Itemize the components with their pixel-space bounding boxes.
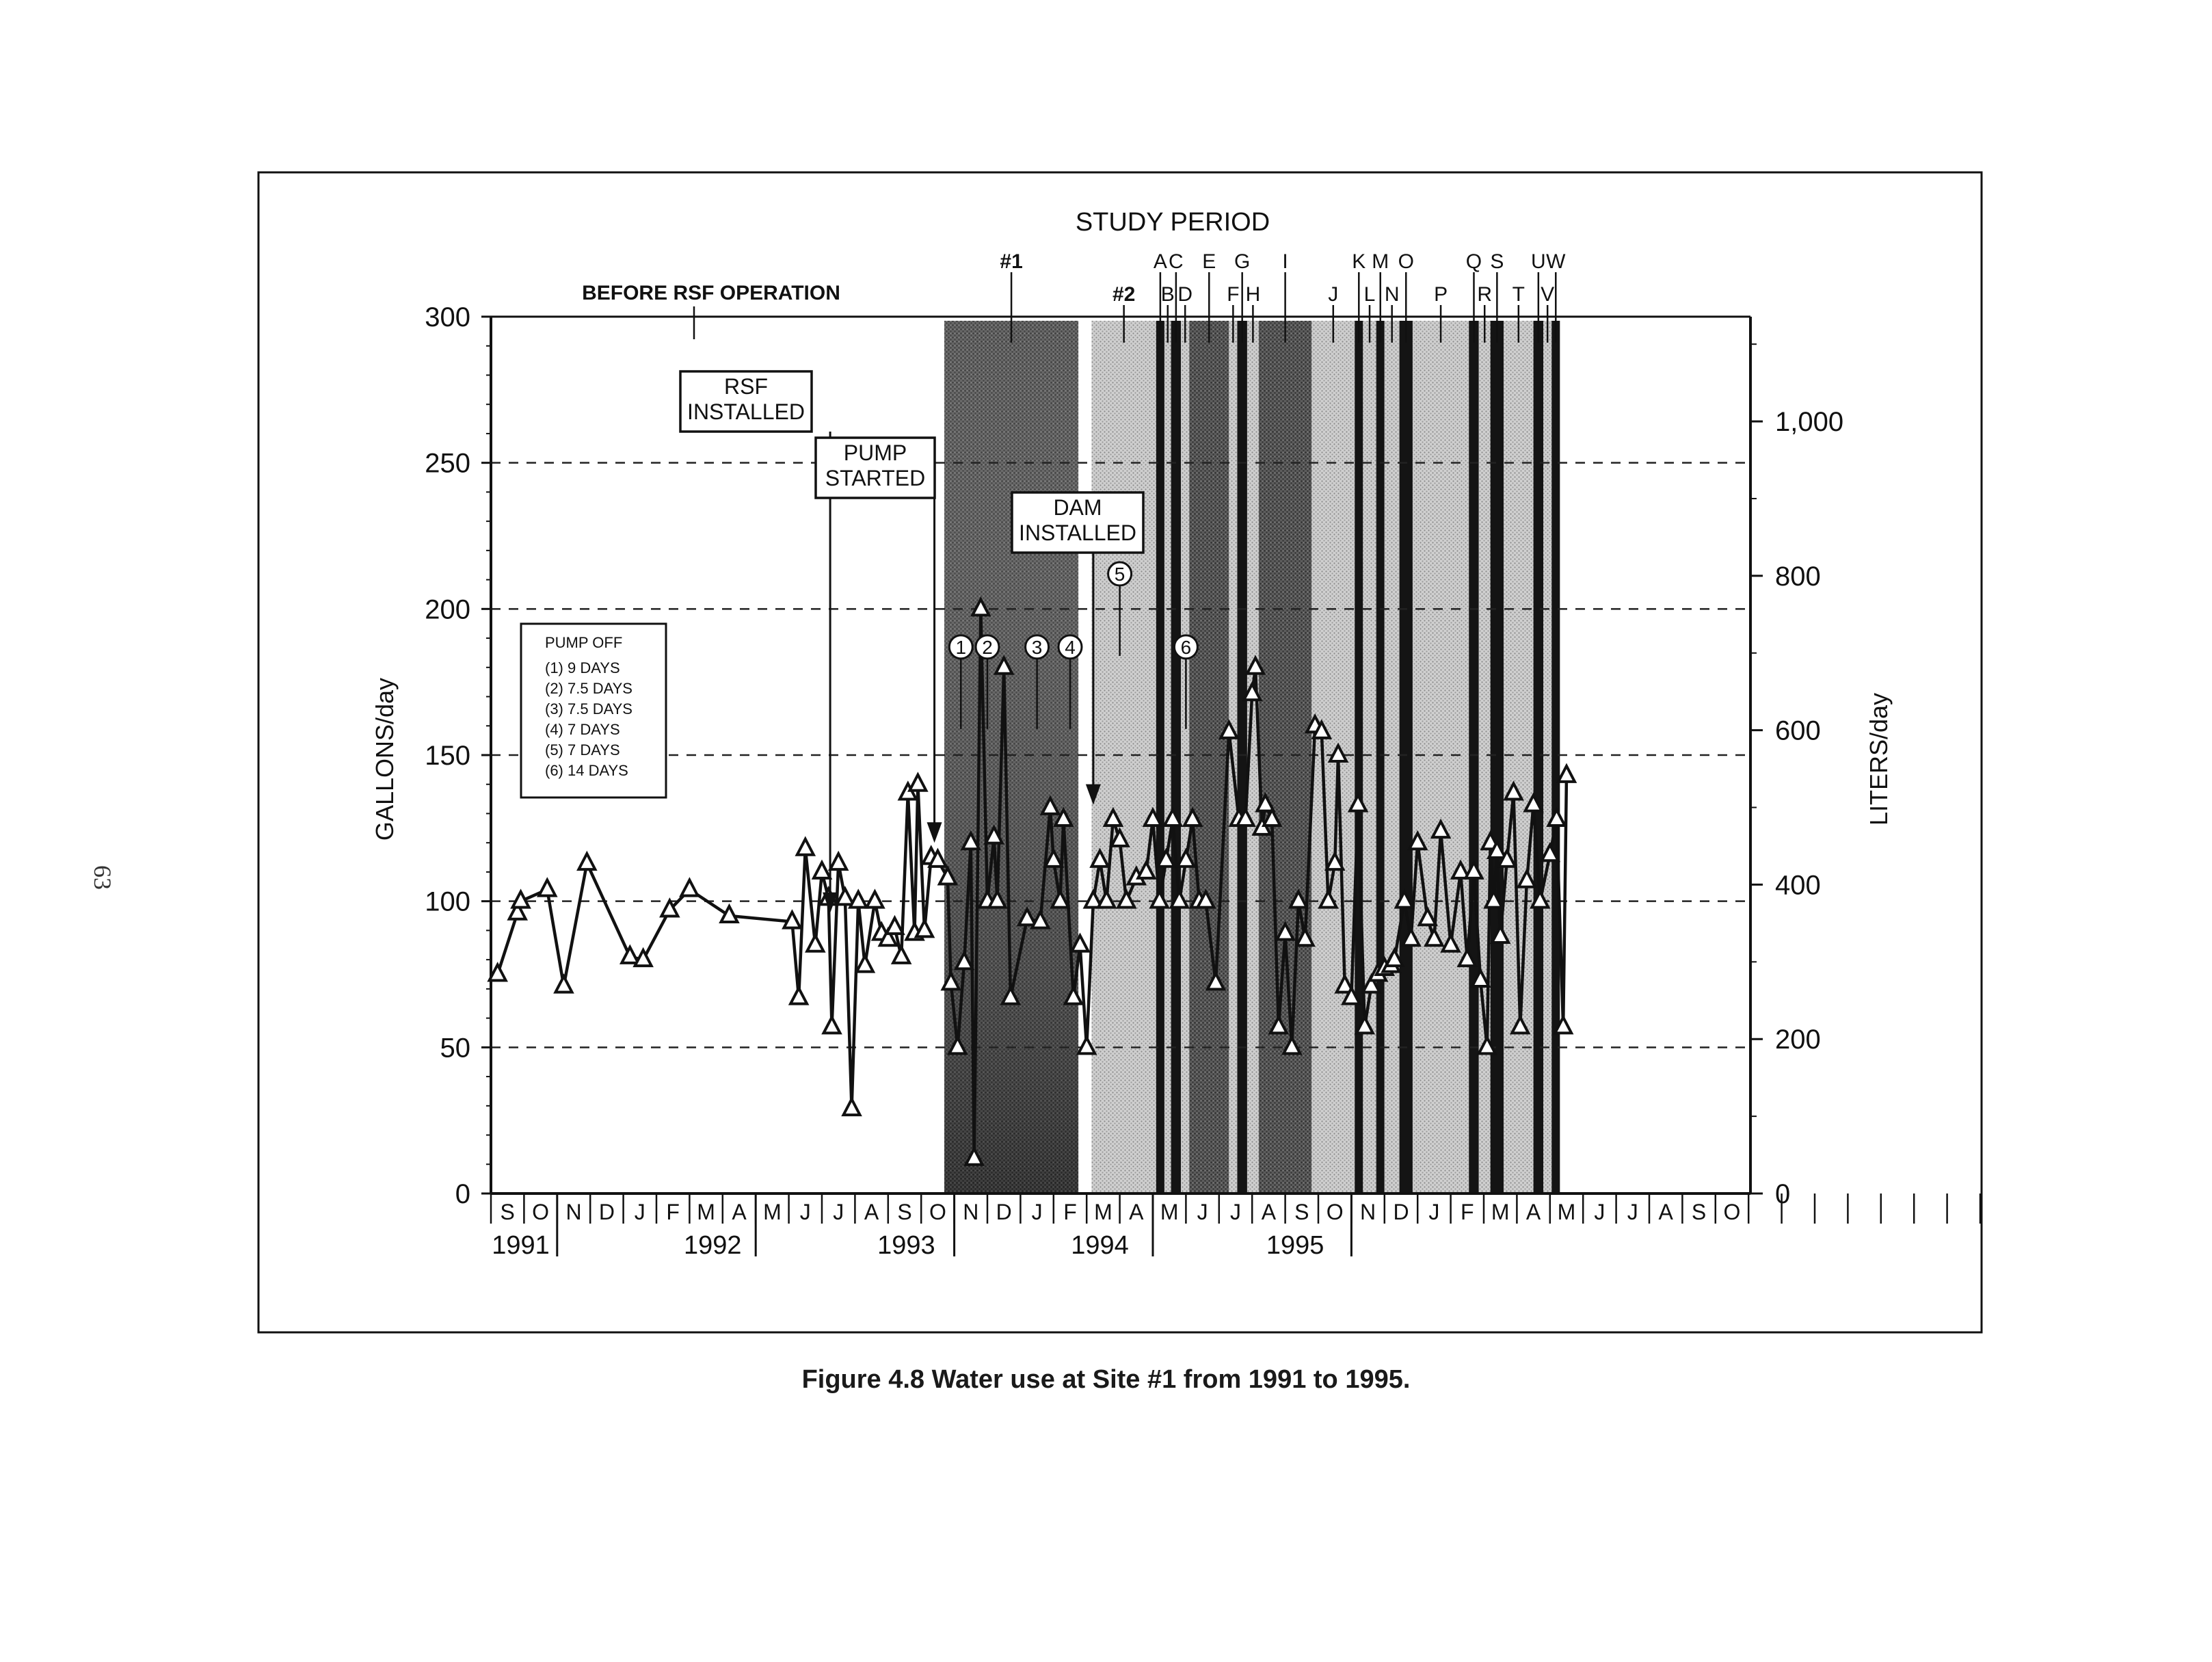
period-label: V bbox=[1541, 283, 1555, 306]
callout-text: STARTED bbox=[825, 466, 926, 490]
data-point-marker bbox=[721, 906, 737, 922]
period-label: R bbox=[1477, 283, 1493, 306]
data-point-marker bbox=[844, 1099, 860, 1115]
period-band bbox=[1363, 321, 1376, 1193]
x-month-label: J bbox=[1230, 1200, 1241, 1224]
data-point-marker bbox=[790, 988, 807, 1004]
period-label: N bbox=[1384, 283, 1400, 306]
x-month-label: O bbox=[1326, 1200, 1344, 1224]
x-month-label: J bbox=[1031, 1200, 1043, 1224]
figure-caption: Figure 4.8 Water use at Site #1 from 1991 to 1995. bbox=[801, 1365, 1411, 1394]
data-point-marker bbox=[622, 947, 638, 963]
period-band bbox=[1543, 321, 1551, 1193]
legend-item: (4) 7 DAYS bbox=[545, 721, 620, 738]
data-point-marker bbox=[893, 947, 909, 963]
data-point-marker bbox=[539, 880, 555, 896]
period-band bbox=[1091, 321, 1156, 1193]
period-label: O bbox=[1398, 250, 1414, 273]
data-point-marker bbox=[837, 888, 853, 904]
period-label: E bbox=[1202, 250, 1216, 273]
callout-text: INSTALLED bbox=[1019, 520, 1136, 545]
x-month-label: A bbox=[1525, 1200, 1541, 1224]
period-label: G bbox=[1234, 250, 1251, 273]
callout-text: RSF bbox=[724, 374, 768, 399]
legend-item: (5) 7 DAYS bbox=[545, 741, 620, 759]
period-label: T bbox=[1512, 283, 1525, 306]
x-month-label: M bbox=[1491, 1200, 1510, 1224]
x-month-label: F bbox=[1063, 1200, 1077, 1224]
legend-item: (6) 14 DAYS bbox=[545, 762, 628, 779]
x-month-label: J bbox=[1594, 1200, 1605, 1224]
data-point-marker bbox=[824, 1017, 840, 1033]
x-month-label: S bbox=[500, 1200, 515, 1224]
x-month-label: A bbox=[864, 1200, 879, 1224]
y2-tick-label: 800 bbox=[1775, 561, 1821, 592]
y-tick-label: 300 bbox=[425, 302, 470, 332]
period-label: B bbox=[1160, 283, 1175, 306]
y-tick-label: 100 bbox=[425, 886, 470, 917]
y-tick-label: 150 bbox=[425, 741, 470, 771]
callout-text: PUMP bbox=[843, 440, 907, 465]
legend-item: (1) 9 DAYS bbox=[545, 659, 620, 676]
period-label: #2 bbox=[1112, 283, 1136, 306]
x-month-label: F bbox=[1461, 1200, 1474, 1224]
data-point-marker bbox=[807, 936, 823, 951]
period-label: P bbox=[1434, 283, 1448, 306]
period-label: U bbox=[1531, 250, 1546, 273]
x-month-label: A bbox=[1129, 1200, 1144, 1224]
data-point-marker bbox=[909, 775, 926, 791]
x-month-label: N bbox=[963, 1200, 979, 1224]
period-label: F bbox=[1227, 283, 1240, 306]
period-label: J bbox=[1328, 283, 1339, 306]
period-band bbox=[1181, 321, 1189, 1193]
y2-tick-label: 600 bbox=[1775, 715, 1821, 746]
y-tick-label: 250 bbox=[425, 448, 470, 479]
x-month-label: M bbox=[763, 1200, 782, 1224]
period-label: K bbox=[1352, 250, 1366, 273]
data-point-marker bbox=[857, 956, 873, 972]
pump-off-marker-label: 1 bbox=[955, 636, 967, 658]
period-band bbox=[1355, 321, 1363, 1193]
data-point-marker bbox=[1558, 766, 1575, 782]
y-tick-label: 0 bbox=[455, 1179, 470, 1209]
pump-off-marker-label: 3 bbox=[1031, 636, 1043, 658]
x-month-label: A bbox=[1658, 1200, 1673, 1224]
period-label: H bbox=[1245, 283, 1261, 306]
data-point-marker bbox=[797, 839, 814, 855]
period-label: W bbox=[1546, 250, 1566, 273]
period-label: D bbox=[1177, 283, 1193, 306]
y-axis-title: GALLONS/day bbox=[371, 677, 399, 841]
chart-title: STUDY PERIOD bbox=[1075, 208, 1270, 237]
pump-off-marker-label: 5 bbox=[1114, 564, 1125, 585]
x-month-label: S bbox=[1294, 1200, 1309, 1224]
period-band bbox=[1189, 321, 1229, 1193]
data-point-marker bbox=[830, 854, 847, 869]
x-year-label: 1993 bbox=[877, 1231, 935, 1260]
period-band bbox=[1491, 321, 1504, 1193]
data-point-marker bbox=[814, 862, 830, 878]
period-band bbox=[1156, 321, 1164, 1193]
period-bands bbox=[944, 321, 1560, 1193]
x-month-label: J bbox=[634, 1200, 645, 1224]
period-band bbox=[1504, 321, 1534, 1193]
x-month-label: S bbox=[897, 1200, 912, 1224]
x-month-label: O bbox=[532, 1200, 550, 1224]
y2-tick-label: 400 bbox=[1775, 870, 1821, 901]
data-point-marker bbox=[916, 921, 933, 936]
period-band bbox=[1469, 321, 1479, 1193]
data-point-marker bbox=[578, 854, 595, 869]
period-band bbox=[1237, 321, 1247, 1193]
period-label: #1 bbox=[1000, 250, 1023, 273]
x-month-label: S bbox=[1691, 1200, 1707, 1224]
x-month-label: M bbox=[697, 1200, 715, 1224]
x-month-label: J bbox=[1428, 1200, 1440, 1224]
callout-text: INSTALLED bbox=[687, 399, 805, 424]
period-label: Q bbox=[1465, 250, 1482, 273]
data-point-marker bbox=[886, 918, 903, 934]
legend-item: (3) 7.5 DAYS bbox=[545, 700, 632, 717]
x-year-label: 1992 bbox=[684, 1231, 742, 1260]
x-month-label: N bbox=[565, 1200, 582, 1224]
callout-text: DAM bbox=[1053, 495, 1102, 520]
period-band bbox=[1376, 321, 1385, 1193]
x-month-label: A bbox=[732, 1200, 747, 1224]
x-year-label: 1991 bbox=[492, 1231, 550, 1260]
pump-off-marker-label: 6 bbox=[1180, 636, 1192, 658]
period-band bbox=[1164, 321, 1171, 1193]
period-label: L bbox=[1363, 283, 1376, 306]
period-band bbox=[1385, 321, 1400, 1193]
period-label: I bbox=[1282, 250, 1288, 273]
x-month-label: D bbox=[598, 1200, 615, 1224]
x-month-label: O bbox=[1723, 1200, 1741, 1224]
period-label: S bbox=[1490, 250, 1504, 273]
y2-tick-label: 1,000 bbox=[1775, 407, 1844, 438]
x-year-label: 1994 bbox=[1071, 1231, 1129, 1260]
y2-tick-label: 200 bbox=[1775, 1025, 1821, 1055]
x-month-label: J bbox=[1627, 1200, 1638, 1224]
period-band bbox=[1534, 321, 1544, 1193]
y2-axis-title: LITERS/day bbox=[1865, 692, 1893, 826]
x-month-label: A bbox=[1261, 1200, 1277, 1224]
pump-off-marker-label: 2 bbox=[982, 636, 993, 658]
x-month-label: J bbox=[1197, 1200, 1208, 1224]
period-band bbox=[1171, 321, 1182, 1193]
data-point-marker bbox=[850, 892, 866, 908]
x-month-label: M bbox=[1557, 1200, 1576, 1224]
period-band bbox=[1259, 321, 1311, 1193]
y2-tick-label: 0 bbox=[1775, 1179, 1791, 1209]
y-tick-label: 50 bbox=[440, 1033, 470, 1064]
legend-item: (2) 7.5 DAYS bbox=[545, 680, 632, 697]
x-month-label: O bbox=[929, 1200, 946, 1224]
period-band bbox=[1413, 321, 1469, 1193]
page-number: 63 bbox=[89, 865, 116, 890]
x-month-label: M bbox=[1160, 1200, 1179, 1224]
x-month-label: N bbox=[1360, 1200, 1376, 1224]
data-point-marker bbox=[866, 892, 883, 908]
x-month-label: J bbox=[799, 1200, 811, 1224]
y-tick-label: 200 bbox=[425, 594, 470, 625]
callout-arrow-head bbox=[927, 822, 942, 843]
x-month-label: M bbox=[1094, 1200, 1112, 1224]
period-band bbox=[1479, 321, 1491, 1193]
period-band-shading bbox=[944, 321, 1078, 1193]
data-point-marker bbox=[681, 880, 697, 896]
x-year-label: 1995 bbox=[1266, 1231, 1324, 1260]
x-month-label: D bbox=[996, 1200, 1012, 1224]
pump-off-marker-label: 4 bbox=[1065, 636, 1076, 658]
period-label: C bbox=[1169, 250, 1184, 273]
x-month-label: J bbox=[833, 1200, 844, 1224]
period-label: A bbox=[1153, 250, 1167, 273]
pump-off-legend bbox=[521, 624, 666, 797]
x-month-label: D bbox=[1393, 1200, 1409, 1224]
period-band bbox=[1400, 321, 1413, 1193]
data-point-marker bbox=[555, 977, 572, 992]
period-band bbox=[1551, 321, 1560, 1193]
x-month-label: F bbox=[666, 1200, 680, 1224]
before-label: BEFORE RSF OPERATION bbox=[582, 282, 840, 304]
legend-title: PUMP OFF bbox=[545, 634, 623, 651]
period-label: M bbox=[1372, 250, 1389, 273]
